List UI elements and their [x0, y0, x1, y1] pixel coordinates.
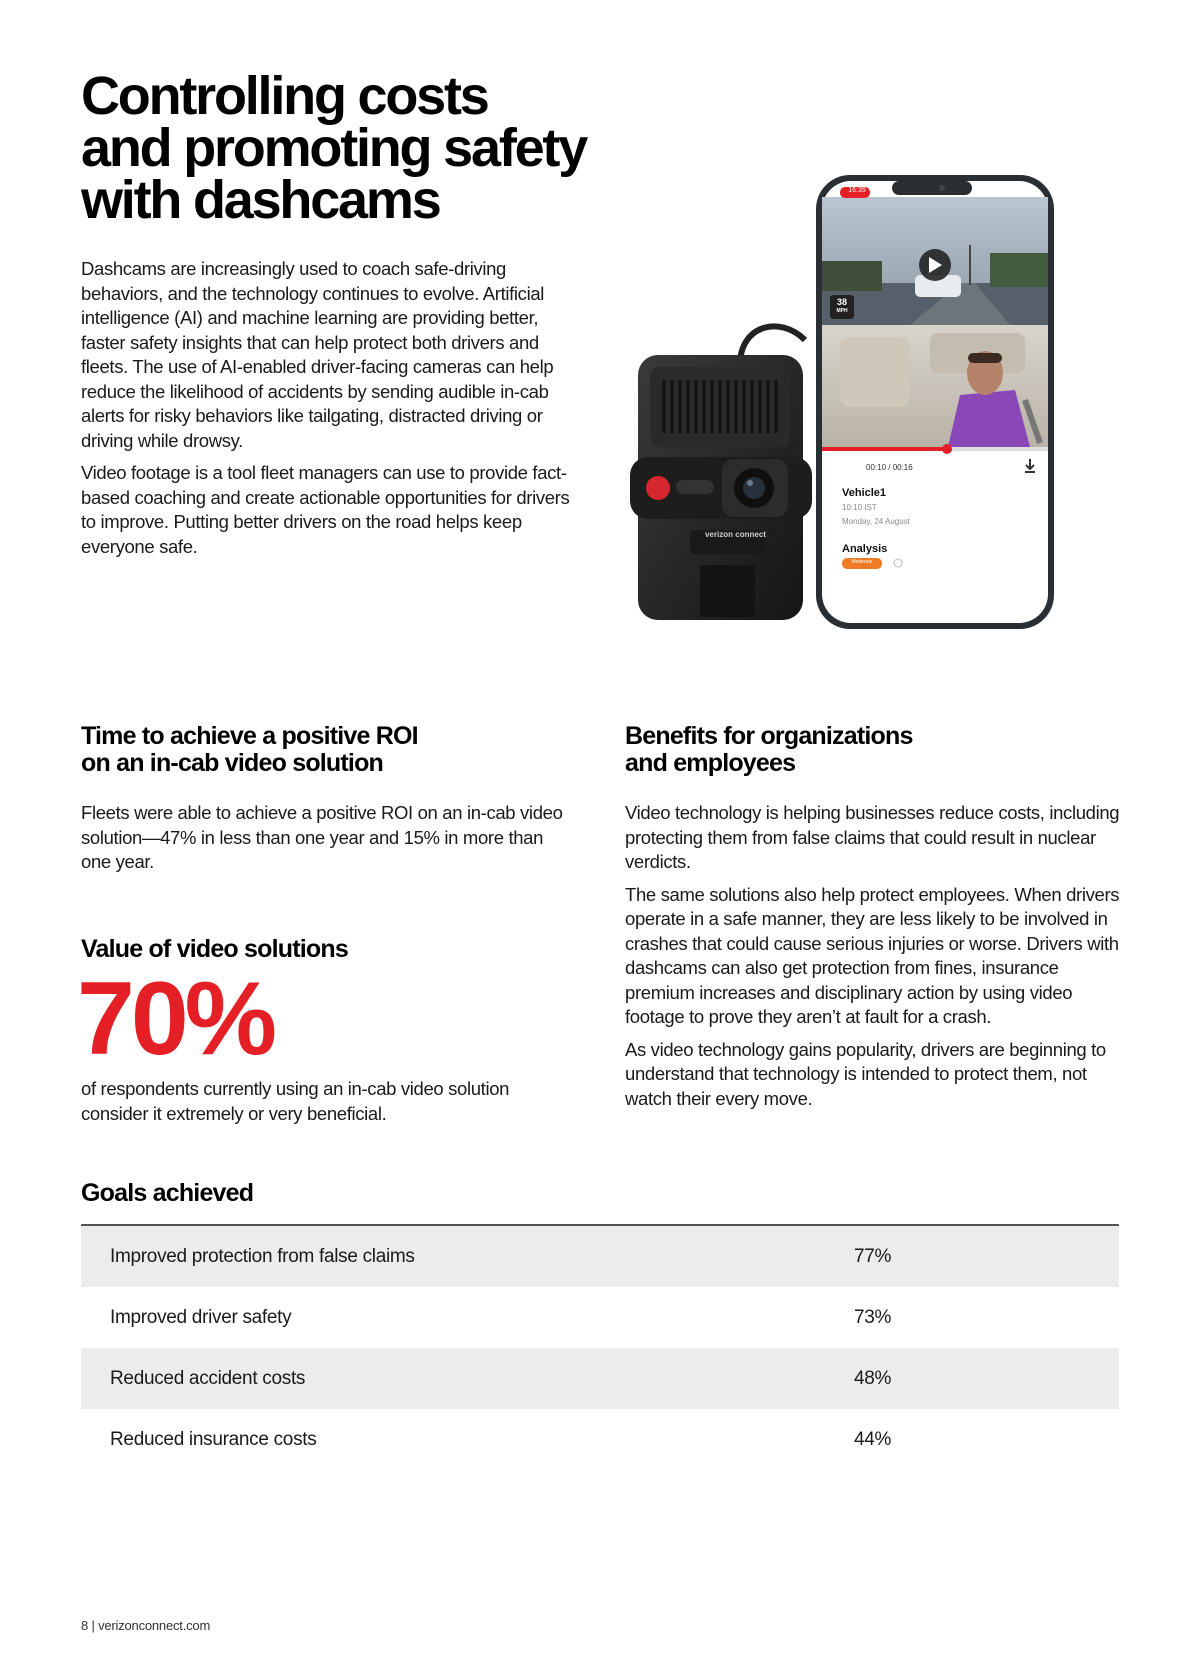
table-row: [81, 1409, 1119, 1470]
record-button-icon: [646, 476, 670, 500]
vehicle-date: Monday, 24 August: [842, 517, 910, 526]
speed-readout: [830, 298, 854, 316]
analysis-label: Analysis: [842, 543, 888, 555]
page-number: 8: [81, 1618, 89, 1633]
progress-handle[interactable]: [942, 444, 952, 454]
dashcam-phone-graphic: [630, 175, 1070, 665]
table-row: [81, 1287, 1119, 1348]
roi-heading-line: on an in-cab video solution: [81, 749, 384, 777]
benefits-paragraph: As video technology gains popularity, drivers are beginning to understand that technology is intended to protect them, not watch their every move.: [625, 1038, 1106, 1109]
roi-text: Fleets were able to achieve a positive ROI on an in-cab video solution—47% in less than one year and 15% in more than one year.: [81, 802, 563, 872]
benefits-paragraph: Video technology is helping businesses reduce costs, including protecting them from false claims that could result in nuclear verdicts.: [625, 802, 1120, 872]
benefits-heading-line: Benefits for organizations: [625, 722, 913, 750]
vehicle-time: 10:10 IST: [842, 503, 877, 512]
roi-heading: [81, 723, 581, 777]
title-line: Controlling costs: [81, 66, 488, 126]
dashcam-illustration: [630, 175, 1070, 665]
goal-value: 48%: [854, 1367, 892, 1389]
vehicle-name: Vehicle1: [842, 487, 887, 499]
goals-section: [81, 1180, 1121, 1470]
goal-label: Reduced insurance costs: [110, 1428, 317, 1450]
benefits-paragraph: The same solutions also help protect employees. When drivers operate in a safe manner, they are less likely to be involved in crashes that could cause serious injuries or worse. Drivers with dashcams can also get protection from fines, insurance premium increases and disciplinary action by using video footage to prove they aren’t at fault for a crash.: [625, 883, 1120, 1027]
value-section: [77, 935, 581, 1134]
intro-paragraph: Dashcams are increasingly used to coach safe-driving behaviors, and the technology continues to evolve. Artificial intelligence (AI) and machine learning are providing better, faster safety insights that can help protect both drivers and fleets. The use of AI-enabled driver-facing cameras can help reduce the likelihood of accidents by sending audible in-cab alerts for risky behaviors like tailgating, distracted driving or driving while drowsy.: [81, 258, 554, 451]
dashcam-device: [630, 355, 812, 620]
goal-label: Improved driver safety: [110, 1306, 292, 1328]
page-footer: [81, 1618, 210, 1633]
goal-value: 73%: [854, 1306, 892, 1328]
goals-heading: Goals achieved: [81, 1179, 254, 1207]
title-line: with dashcams: [81, 170, 440, 230]
intro-section: [81, 257, 571, 567]
roi-section: [81, 723, 581, 883]
video-progress-fill: [822, 447, 947, 451]
intro-paragraph: Video footage is a tool fleet managers can use to provide fact-based coaching and create actionable opportunities for drivers to improve. Putting better drivers on the road helps keep everyone safe.: [81, 462, 570, 557]
goals-table: [81, 1226, 1119, 1470]
goal-value: 77%: [854, 1245, 892, 1267]
title-line: and promoting safety: [81, 118, 587, 178]
roi-heading-line: Time to achieve a positive ROI: [81, 722, 418, 750]
benefits-heading-line: and employees: [625, 749, 796, 777]
device-logo: verizon connect: [705, 530, 766, 539]
benefits-section: [625, 723, 1125, 1119]
value-text: of respondents currently using an in-cab video solution consider it extremely or very beneficial.: [81, 1078, 510, 1124]
footer-link[interactable]: verizonconnect.com: [98, 1618, 211, 1633]
benefits-heading: [625, 723, 1125, 777]
phone-clock: 16:35: [848, 187, 866, 194]
moderate-badge-label: Moderate: [851, 559, 873, 565]
goal-label: Reduced accident costs: [110, 1367, 306, 1389]
speed-unit: MPH: [836, 308, 848, 314]
value-heading: Value of video solutions: [81, 935, 348, 963]
goal-value: 44%: [854, 1428, 892, 1450]
video-timecode: 00:10 / 00:16: [866, 463, 913, 472]
goal-label: Improved protection from false claims: [110, 1245, 415, 1267]
table-row: [81, 1226, 1119, 1287]
table-row: [81, 1348, 1119, 1409]
value-stat: 70%: [77, 961, 274, 1077]
speed-value: 38: [836, 297, 847, 307]
page-title: [81, 66, 641, 230]
footer-separator: |: [91, 1618, 95, 1633]
